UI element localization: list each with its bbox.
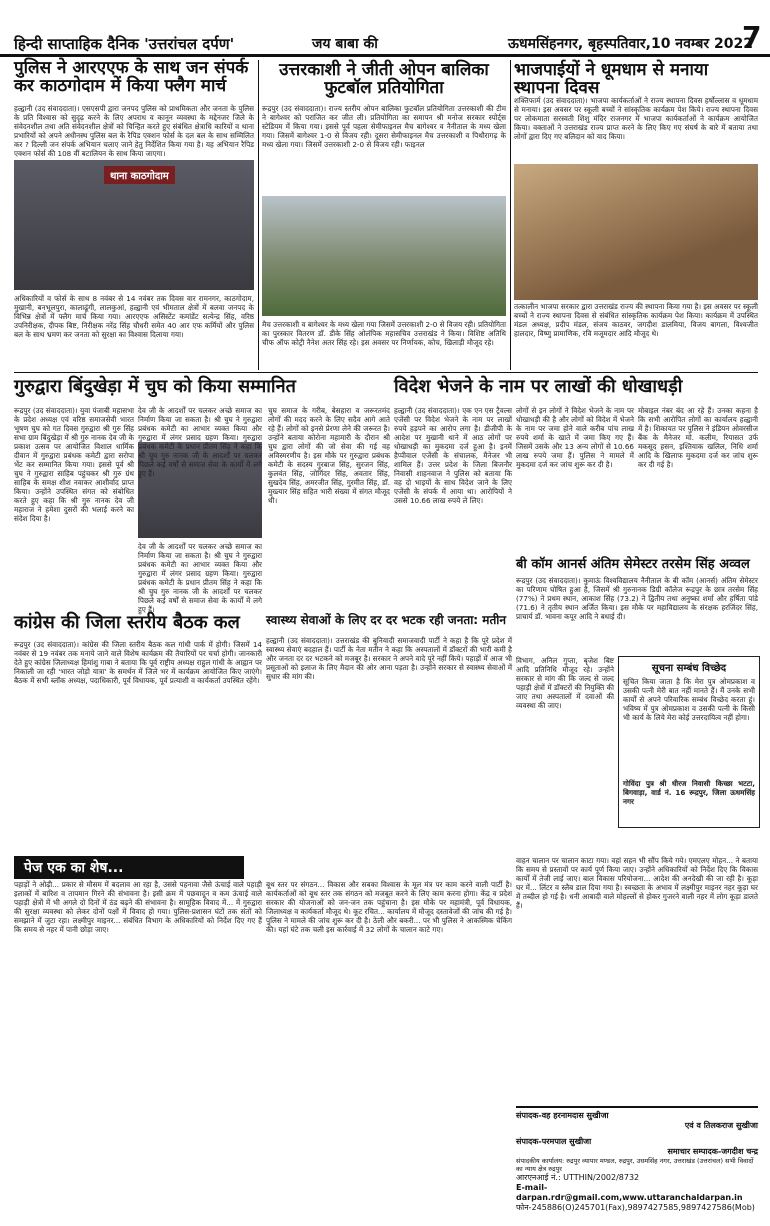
police-station-sign: थाना काठगोदाम xyxy=(104,166,175,184)
column-divider xyxy=(258,60,259,370)
article-headline: गुरुद्वारा बिंदुखेड़ा में चुघ को किया सम्मानित xyxy=(14,376,296,397)
article-body: शक्तिफार्म (उद संवाददाता)। भाजपा कार्यकर्ताओं ने राज्य स्थापना दिवस हर्षोल्लास व धूमधाम से मनाया। इस अवसर पर स्कूली बच्चों ने सांस्कृतिक कार्यक्रम पेश किये। राज्य स्थापना दिवस पर लोकमाता सरस्वती शिशु मंदिर राजनगर में भाजपा कार्यकर्ताओं ने कार्यक्रम आयोजित किया। वक्ताओं ने उत्तराखंड राज्य प्राप्त करने के लिए किए गए संघर्ष के बारे में बताया तथा लोगों द्वारा दिए गए बलिदान को याद किया। xyxy=(514,96,758,141)
imprint-address: संपादकीय कार्यालय: रुद्रपुर व्यापार मण्डल, रुद्रपुर, उधमसिंह नगर, उत्तराखंड (उत्तरांचल) सभी विवादों का न्याय क्षेत्र रुद्रपुर xyxy=(516,1157,754,1173)
photo-caption: अधिकारियों व फोर्स के साथ 8 नवंबर से 14 नवंबर तक दिवस वार रामनगर, काठगोदाम, मुखानी, बनभूलपुरा, कालाढूंगी, लालकुआं, हल्द्वानी एवं भीमताल क्षेत्रों में बलवा जनपद के विभिन्न क्षेत्रों में फ्लैग मार्च किया गया। आरएएफ असिस्टेंट कमांडेंट सत्येन्द्र सिंह, वरिष्ठ उपनिरीक्षक, दीपक बिष्ट, निरीक्षक नरेंद्र सिंह चौधरी समेत 40 आर एफ कर्मियों और पुलिस बल के साथ भ्रमण कर जनता को सुरक्षा का विश्वास दिलाया गया। xyxy=(14,294,254,339)
article-body: चुघ समाज के गरीब, बेसहारा व जरूरतमंद लोगों की मदद करने के लिए सदैव आगे आते रहे हैं। लोगों को इनसे प्रेरणा लेने की जरूरत है। उन्होंने बताया कोरोना महामारी के दौरान श्री चुघ द्वारा लोगों की जो सेवा की गई वह अविस्मरणीय है। इस मौके पर गुरुद्वारा प्रबंधक कमेटी के सदस्य गुरबाज सिंह, सुरजन सिंह, कुलवंत सिंह, जोगिंदर सिंह, अवतार सिंह, सुखदेव सिंह, अमरजीत सिंह, गुरमीत सिंह, डॉ. मुख्त्यार सिंह सहित भारी संख्या में संगत मौजूद थी। xyxy=(268,406,390,505)
imprint-box xyxy=(516,1106,758,1220)
continuation-column: वाहन चालान पर चालान काटा गया। वहां सहन भी सौंप किये गये। एमएलए मोहन... ने बताया कि समय से प्रस्तावों पर कार्य पूर्ण किया जाए। उन्होंने अधिकारियों को निर्देश दिए कि विकास कार्यों में तेजी लाई जाए। बाल विकास परियोजना... आदेश की अनदेखी की जा रही है। कूड़ा घर में... लिंटर व स्लैब डाल दिया गया है। स्वच्छता के अभाव में लक्ष्मीपुर माइनर नहर कूड़ा घर में तब्दील हो गई है। धनी आबादी वाले मोहल्लों से होकर गुजरने वाली नहर में लोग कूड़ा डालते हैं। xyxy=(516,856,758,910)
article-body: रूद्रपुर (उद संवाददाता)। युवा पंजाबी महासभा के प्रदेश अध्यक्ष एवं वरिष्ठ समाजसेवी भारत भूषण चुघ को गत दिवस गुरुद्वारा श्री गुरु सिंह सभा ग्राम बिंदुखेड़ा में श्री गुरु नानक देव जी के प्रकाश उत्सव पर आयोजित विशाल धार्मिक दीवान में गुरुद्वारा प्रबंधक कमेटी द्वारा सरोपा भेंट कर सम्मानित किया गया। इससे पूर्व श्री चुघ ने गुरुद्वारा साहिब पहुंचकर श्री गुरु ग्रंथ साहिब के समक्ष शीश नवाकर आशीर्वाद प्राप्त किया। उन्होंने उपस्थित संगत को संबोधित करते हुए कहा कि श्री गुरु नानक देव जी महाराज ने हमेशा दुसरों की भलाई करने का संदेश दिया है। xyxy=(14,406,134,523)
masthead-slogan: जय बाबा की xyxy=(312,36,378,52)
masthead xyxy=(0,0,770,57)
imprint-rni: आरएनआई नं.: UTTHIN/2002/8732 xyxy=(516,1173,640,1182)
article-headline: पुलिस ने आरएएफ के साथ जन संपर्क कर काठगोदाम में किया फ्लैग मार्च xyxy=(14,58,249,96)
article-body: हल्द्वानी (उद संवाददाता)। एसएसपी द्वारा जनपद पुलिस को प्राथमिकता और जनता के पुलिस के प्रति विश्वास को सुदृढ़ करने के लिए अपराध व कानून व्यवस्था के मद्देनजर जिले के संवेदनशील तथा अति संवेदनशील क्षेत्रों को चिन्हित करते हुए संबंधित क्षेत्राधि कारियों व थाना प्रभारियों को अपने अधीनस्थ पुलिस बल के रैपिड एक्शन फोर्स के दल बल के साथ सम्मिलित कर ? दिल्ली जन संपर्क अभियान चलाए जाने हेतु निर्देशित किया गया है। यह अभियान रैपिड एक्शन फोर्स की 108 वीं बटालियन के साथ किया जाएगा। xyxy=(14,104,254,158)
article-headline: बी कॉम आनर्स अंतिम सेमेस्टर तरसेम सिंह अव्वल xyxy=(516,557,750,572)
article-body: हल्द्वानी (उद संवाददाता)। उत्तराखंड की बुनियादी समाजवादी पार्टी ने कहा है कि पूरे प्रदेश में स्वास्थ्य सेवाएं बदहाल हैं। पार्टी के नेता मतीन ने कहा कि अस्पतालों में डॉक्टरों की भारी कमी है और जनता दर दर भटकने को मजबूर है। सरकार ने अपने वादे पूरे नहीं किये। पहाड़ों में आज भी प्रसूताओं को इलाज के लिए मैदान की ओर आना पड़ता है। उन्होंने सरकार से स्वास्थ्य सेवाओं में सुधार की मांग की। xyxy=(266,636,512,681)
article-body: देव जी के आदर्शों पर चलकर अच्छे समाज का निर्माण किया जा सकता है। श्री चुघ ने गुरुद्वारा प्रबंधक कमेटी का आभार व्यक्त किया और गुरुद्वारा में लंगर प्रसाद ग्रहण किया। गुरुद्वारा प्रबंधक कमेटी के प्रधान प्रीतम सिंह ने कहा कि श्री चुघ गुरु नानक जी के आदर्शों पर चलकर पिछले कई वर्षों से समाज सेवा के कार्यों में लगे हुए हैं। xyxy=(138,542,262,614)
article-body: हल्द्वानी (उद संवाददाता)। एक एन एस ट्रैवल्स एजेंसी पर विदेश भेजने के नाम पर लाखों रुपये हड़पने का आरोप लगा है। डीजीपी के आदेश पर मुखानी थाने में आठ लोगों पर धोखाधड़ी का मुकदमा दर्ज हुआ है। इनमें हैप्पीवाल एजेंसी के संचालक, मैनेजर भी शामिल हैं। उत्तर प्रदेश के जिला बिजनौर निवासी शाहनवाज ने पुलिस को बताया कि वह दो भाइयों के साथ विदेश जाने के लिए एजेंसी के संपर्क में आया था। आरोपियों ने उससे 10.66 लाख रुपये ले लिए। xyxy=(394,406,512,505)
imprint-editor: संपादक-वह हरनामदास सुखीजा xyxy=(516,1111,609,1120)
article-body: रूद्रपुर (उद संवाददाता)। राज्य स्तरीय ओपन बालिका फुटबॉल प्रतियोगिता उत्तरकाशी की टीम ने बागेश्वर को पराजित कर जीत ली। प्रतियोगिता का समापन श्री मनोज सरकार स्पोर्ट्स स्टेडियम में किया गया। इससे पूर्व पहला सेमीफाइनल मैच बागेश्वर व नैनीताल के मध्य खेला गया। जिसमें बागेश्वर 1-0 से विजय रही। दूसरा सेमीफाइनल मैच उत्तरकाशी व पिथौरागढ़ के मध्य खेला गया। जिसमें उत्तरकाशी 2-0 से विजय रही। फाइनल xyxy=(262,104,506,149)
page-number: 7 xyxy=(742,20,762,53)
article-body: रूद्रपुर (उद संवाददाता)। कांग्रेस की जिला स्तरीय बैठक कल गांधी पार्क में होगी। जिसमें 14 नवंबर से 19 नवंबर तक मनाये जाने वाले विशेष कार्यक्रम की तैयारियों पर चर्चा होगी। जानकारी देते हुए कांग्रेस जिलाध्यक्ष हिमांशु गाबा ने बताया कि पूर्व राष्ट्रीय अध्यक्ष राहुल गांधी के आह्वान पर निकाली जा रही 'भारत जोड़ो यात्रा' के समर्थन में जिले भर में कार्यक्रम आयोजित किए जाएंगे। बैठक में सभी ब्लॉक अध्यक्ष, पदाधिकारी, पूर्व विधायक, पूर्व प्रत्याशी व कार्यकर्ता उपस्थित रहेंगे। xyxy=(14,640,262,685)
article-headline: स्वास्थ्य सेवाओं के लिए दर दर भटक रही जनता: मतीन xyxy=(266,613,507,627)
article-body: लोगों से इन लोगों ने विदेश भेजने के नाम पर धोखाधड़ी की है और लोगों को विदेश में भेजने के नाम पर जमा होने वाले करीब पांच लाख रुपये शर्मा के खाते में जमा किए गए हैं। जिसमें उसके और 13 अन्य लोगों से 10.66 लाख रुपये जमा हैं। पुलिस ने मामले में मुकदमा दर्ज कर जांच शुरू कर दी है। xyxy=(516,406,634,469)
imprint-publisher: संपादक-परमपाल सुखीजा xyxy=(516,1137,592,1146)
continuation-column: बूथ स्तर पर संगठन... विकास और सबका विश्वास के मूल मंत्र पर काम करने वाली पार्टी है। कार्यकर्ताओं को बूथ स्तर तक संगठन को मजबूत करने के लिए काम करना होगा। केंद्र व प्रदेश सरकार की योजनाओं को जन-जन तक पहुंचाना है। इस मौके पर महामंत्री, पूर्व विधायक, जिलाध्यक्ष व कार्यकर्ता मौजूद थे। कूट रचित... कार्यालय में मौजूद दस्तावेजों की जांच की गई है। पुलिस ने मामले की जांच शुरू कर दी है। ठेली और बकरी... पर भी पुलिस ने आकस्मिक चेकिंग की। यहां घंटे तक चली इस कार्रवाई में 32 लोगों के चालान काटे गए। xyxy=(266,880,512,934)
imprint-phones: फोन-245886(O)245701(Fax),9897427585,9897427586(Mob) xyxy=(516,1203,755,1212)
continuation-column: पहाड़ों ने ओढ़ी... प्रकार से मौसम में बदलाव आ रहा है, उससे पहनावा जैसे ऊंचाई वाले पहाड़ी इलाकों में बारिश व तापमान गिरने की संभावना है। इसी क्रम में पछवादून व कम ऊंचाई वाले पहाड़ी क्षेत्रों में भी अगले दो दिनों में ठंड बढ़ने की संभावना है। सामूहिक विवाद में... में गुरुद्वारा की सुरक्षा व्यवस्था को लेकर दोनों पक्षों में विवाद हो गया। पुलिस-प्रशासन घंटों तक संतों को समझाने में जुटा रहा। लक्ष्मीपुर माइनर... संबंधित विभाग के अधिकारियों को निर्देश दिए गए हैं कि समय से नहर में पानी छोड़ा जाए। xyxy=(14,880,262,934)
police-march-photo xyxy=(14,160,254,290)
article-body: विभाग, अनिल गुप्ता, बृजेश बिष्ट आदि प्रतिनिधि मौजूद रहे। उन्होंने सरकार से मांग की कि जल्द से जल्द पहाड़ी क्षेत्रों में डॉक्टरों की नियुक्ति की जाए तथा अस्पतालों में दवाओं की व्यवस्था की जाए। xyxy=(516,656,614,710)
article-body: रूद्रपुर (उद संवाददाता)। कुमाऊं विश्वविद्यालय नैनीताल के बी कॉम (आनर्स) अंतिम सेमेस्टर का परिणाम घोषित हुआ है, जिसमें श्री गुरुनानक डिग्री कॉलेज रूद्रपुर के छात्र तरसेम सिंह (77%) ने प्रथम स्थान, आकाश सिंह (73.2) ने द्वितीय तथा अनुष्का शर्मा और हर्षिता पांडे (71.6) ने तृतीय स्थान अर्जित किया। इस मौके पर महाविद्यालय के संरक्षक हरजिंदर सिंह, प्राचार्य डॉ. भावना कपूर आदि ने बधाई दी। xyxy=(516,576,758,621)
imprint-news-editor: समाचार सम्पादक-जगदीश चन्द्र xyxy=(667,1147,758,1156)
football-team-photo xyxy=(262,196,506,316)
photo-caption: मैच उत्तरकाशी व बागेश्वर के मध्य खेला गया जिसमें उत्तरकाशी 2-0 से विजय रही। प्रतियोगिता का पुरस्कार वितरण डॉ. डीके सिंह ओलंपिक महासचिव उत्तराखंड ने किया। विशिष्ट अतिथि चीफ ऑफ कोट्री नैनेश अतर सिंह रहे। इस अवसर पर निर्णायक, कोच, खिलाड़ी मौजूद रहे। xyxy=(262,320,506,347)
article-headline: भाजपाईयों ने धूमधाम से मनाया स्थापना दिवस xyxy=(514,60,709,98)
article-body: मोबाइल नंबर बंद आ रहे हैं। उनका कहना है कि सभी आरोपित लोगों का कार्यालय हल्द्वानी में है। शिकायत पर पुलिस ने इंडियन ओवरसीज बैंक के मैनेजर मो. कलीम, रियासत उर्फ मकसूद हसन, इश्तियाक खलिल, निधि शर्मा आदि के खिलाफ मुकदमा दर्ज कर जांच शुरू कर दी गई है। xyxy=(638,406,758,469)
article-body: देव जी के आदर्शों पर चलकर अच्छे समाज का निर्माण किया जा सकता है। श्री चुघ ने गुरुद्वारा प्रबंधक कमेटी का आभार व्यक्त किया और गुरुद्वारा में लंगर प्रसाद ग्रहण किया। गुरुद्वारा प्रबंधक कमेटी के प्रधान प्रीतम सिंह ने कहा कि श्री चुघ गुरु नानक जी के आदर्शों पर चलकर पिछले कई वर्षों से समाज सेवा के कार्यों में लगे हुए हैं। xyxy=(138,406,262,478)
imprint-email: E-mail-darpan.rdr@gmail.com,www.uttaranchaldarpan.in xyxy=(516,1183,743,1202)
imprint-editor-2: एवं व तिलकराज सुखीजा xyxy=(684,1121,758,1130)
notice-body: सूचित किया जाता है कि मेरा पुत्र ओमप्रकाश व उसकी पत्नी मेरी बात नहीं मानते हैं। मैं उनके सभी कार्यों से अपने परिवारिक सम्बंध विच्छेद करता हूं। भविष्य में पुत्र ओमप्रकाश व उसकी पत्नी के किसी भी कार्य के लिये मेरा कोई उत्तरदायित्व नहीं होगा। xyxy=(623,677,755,722)
photo-caption: तत्कालीन भाजपा सरकार द्वारा उत्तराखंड राज्य की स्थापना किया गया है। इस अवसर पर स्कूली बच्चों ने राज्य स्थापना दिवस से संबंधित सांस्कृतिक कार्यक्रम पेश किया। कार्यक्रम में उपस्थित मंडल अध्यक्ष, प्रदीप मंडल, संजय काठवर, जगदीश डालमिया, विजय बागला, विश्वजीत हालदार, विष्णु प्रामाणिक, रवि मजूमदार आदि मौजूद थे। xyxy=(514,302,758,338)
article-headline: विदेश भेजने के नाम पर लाखों की धोखाधड़ी xyxy=(394,376,683,397)
section-divider xyxy=(14,372,758,373)
article-headline: उत्तरकाशी ने जीती ओपन बालिका फुटबॉल प्रतियोगिता xyxy=(279,60,489,98)
article-headline: कांग्रेस की जिला स्तरीय बैठक कल xyxy=(14,612,240,633)
masthead-date: ऊधमसिंहनगर, बृहस्पतिवार,10 नवम्बर 2022 xyxy=(508,36,753,52)
notice-title: सूचना सम्बंध विच्छेद xyxy=(651,663,727,674)
paper-name: हिन्दी साप्ताहिक दैनिक 'उत्तरांचल दर्पण' xyxy=(14,35,235,53)
notice-signature: गोविंदा पुत्र श्री धीरज निवासी किच्छा भटटा, बिगवाड़ा, वार्ड नं. 16 रूद्रपुर, जिला ऊधमसिंह नगर xyxy=(623,779,755,806)
continuation-banner: पेज एक का शेष... xyxy=(14,856,244,879)
column-divider xyxy=(510,60,511,370)
bjp-event-photo xyxy=(514,164,758,300)
public-notice-box xyxy=(618,656,760,828)
